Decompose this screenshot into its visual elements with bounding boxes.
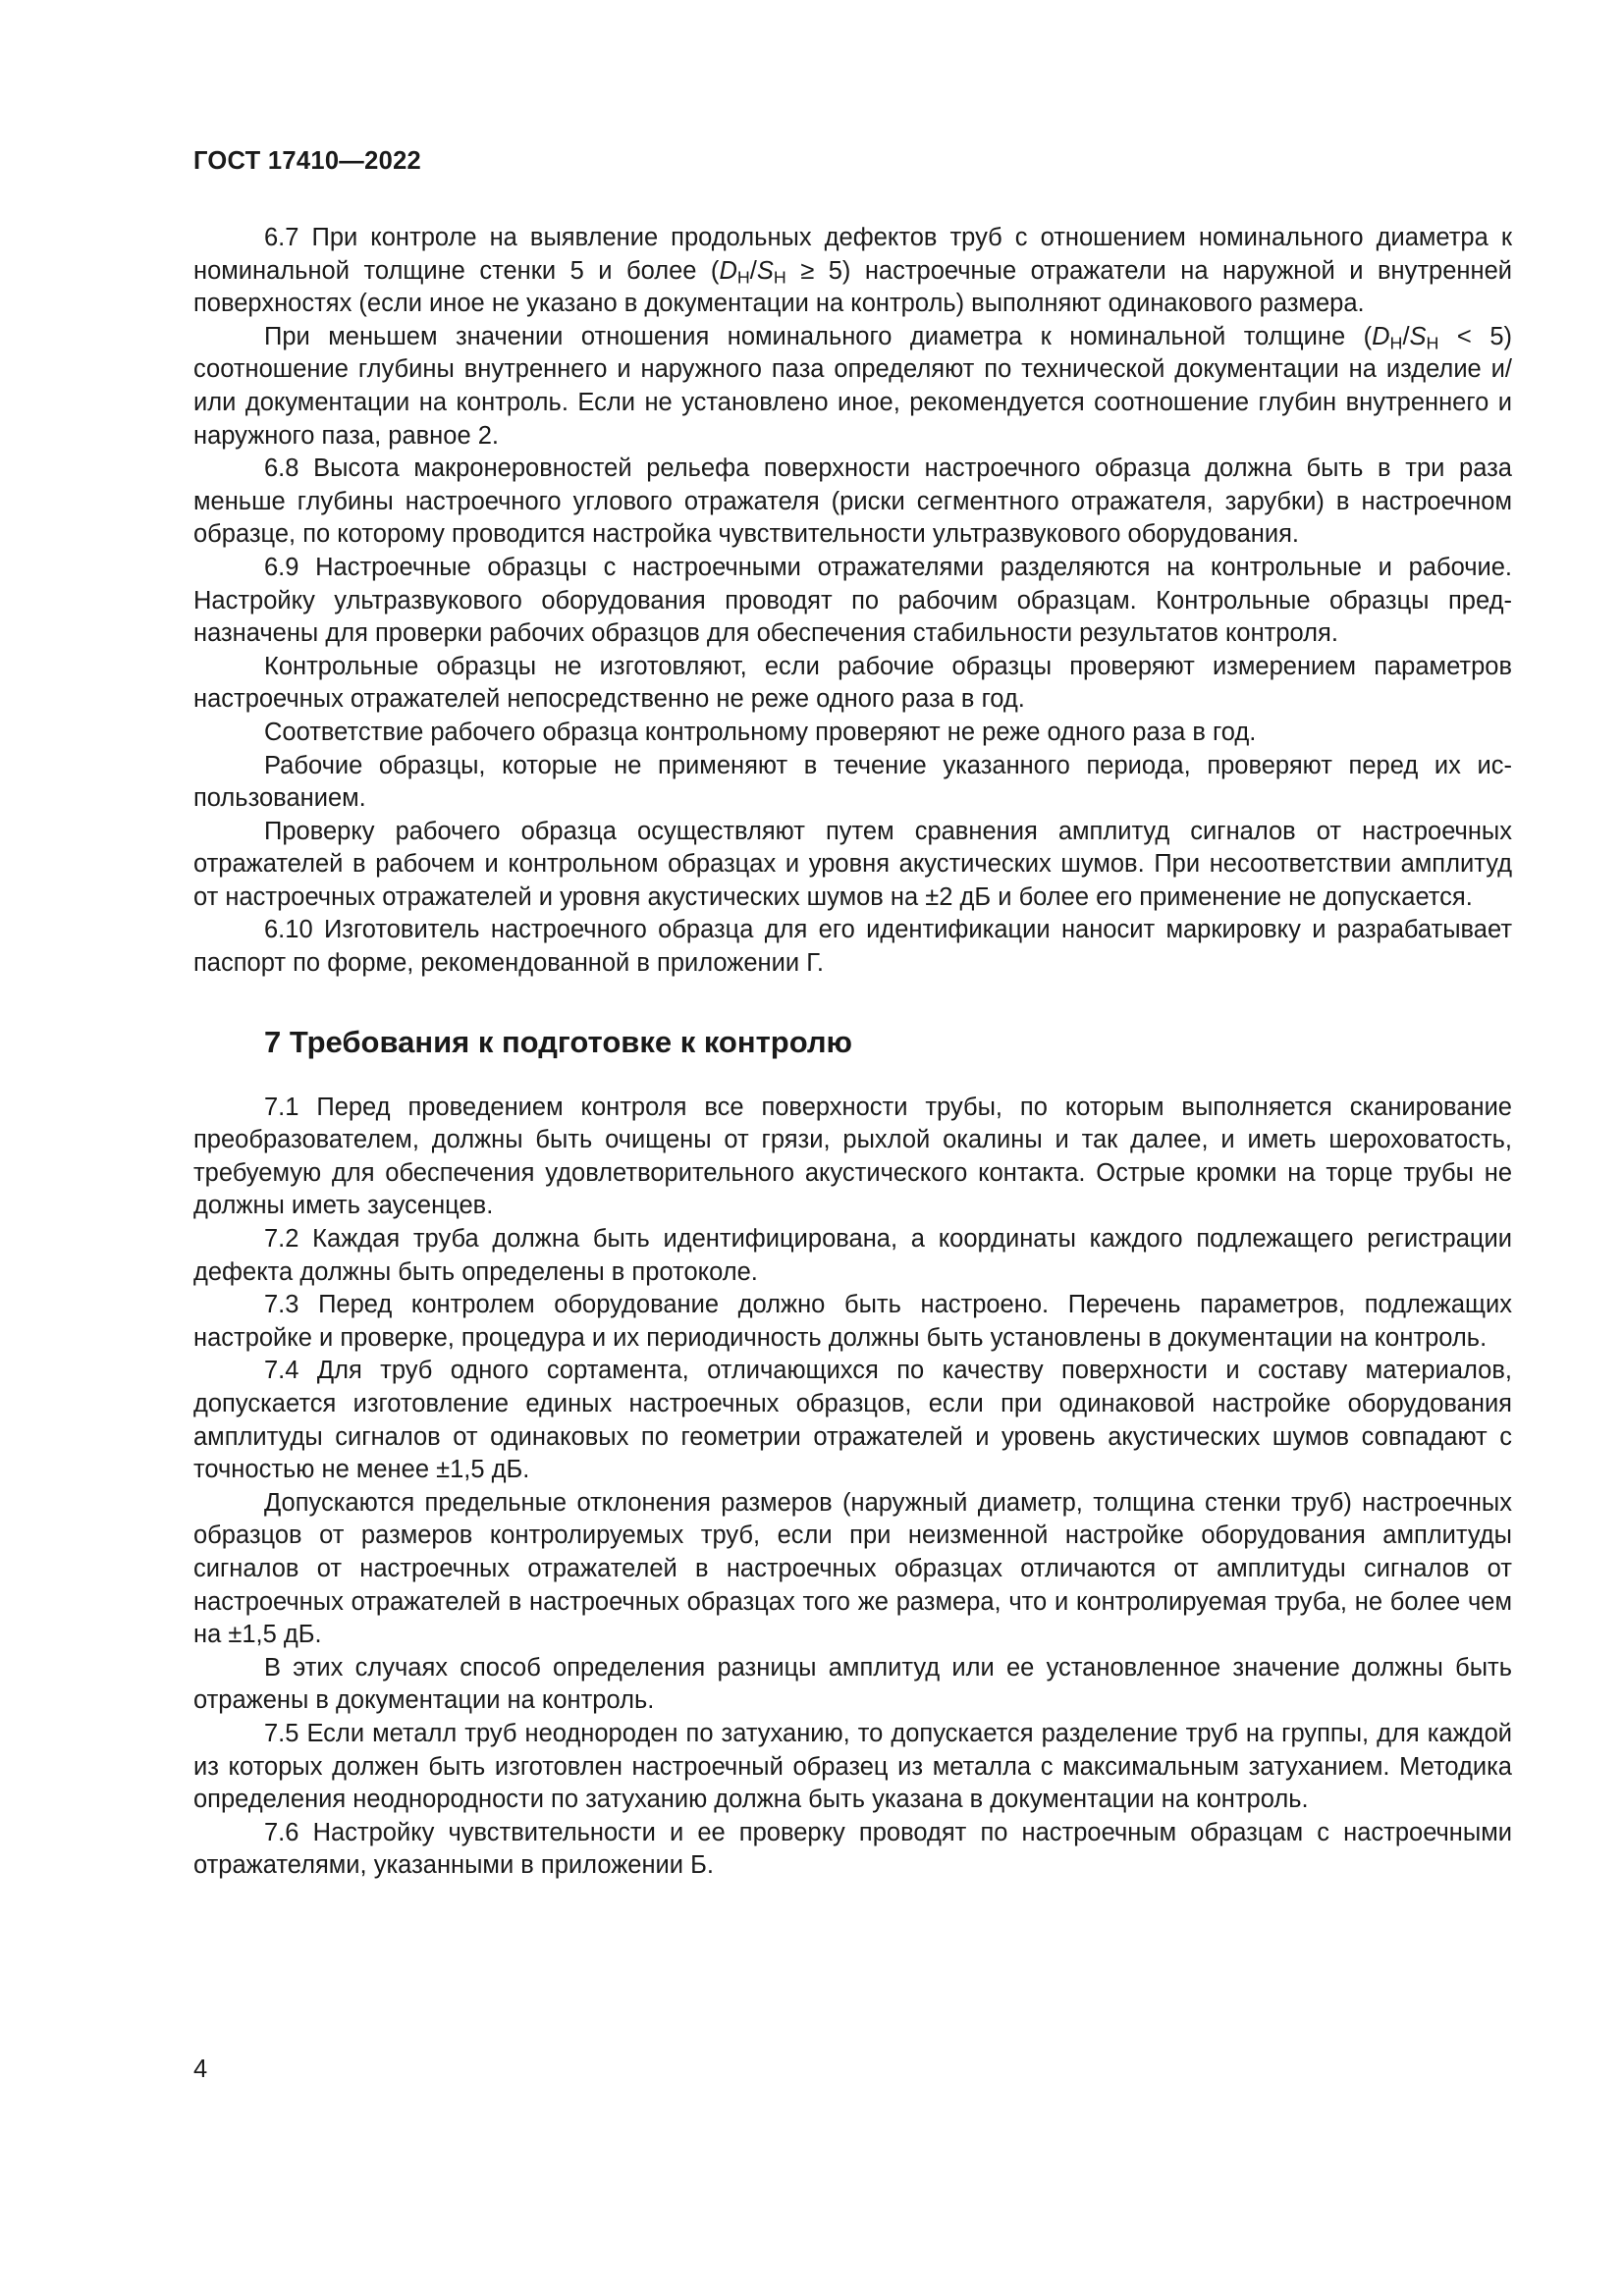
ratio-formula: $D_Н/S_Н$ bbox=[719, 256, 786, 288]
page-number: 4 bbox=[193, 2056, 208, 2083]
paragraph-6-7-continued bbox=[193, 321, 1512, 453]
paragraph-6-9: 6.9 Настроечные образцы с настроечными отражателями разделяются на контрольные и рабочие. Настройку ультразвукового оборудования проводят по рабочим образцам. Контрольные образцы предназначены для проверки рабочих образцов для обеспечения стабильности результатов контроля. bbox=[193, 553, 1512, 648]
paragraph-7-4: 7.4 Для труб одного сортамента, отличающихся по качеству поверхности и составу материалов, допускается изготовление единых настроечных образцов, если при одинаковой настройке оборудования амплитуды сигналов от одинаковых по геометрии отражателей и уровень акустических шумов совпадают с точностью не менее ±1,5 дБ. bbox=[193, 1357, 1512, 1484]
document-body bbox=[193, 222, 1512, 1883]
paragraph-7-4-deviations: Допускаются предельные отклонения размеров (наружный диаметр, толщина стенки труб) настроечных образцов от размеров контролируемых труб, если при неизменной настройке оборудования амплитуды сигналов от настроечных отражателей в настроечных образцах отличаются от амплитуды сигналов от настроечных отражателей в настроечных образцах того же размера, что и контролируемая труба, не более чем на ±1,5 дБ. bbox=[193, 1488, 1512, 1649]
paragraph-6-10: 6.10 Изготовитель настроечного образца для его идентификации наносит маркировку и разрабатывает паспорт по форме, рекомендованной в приложении Г. bbox=[193, 916, 1512, 978]
paragraph-7-1: 7.1 Перед проведением контроля все поверхности трубы, по которым выполняется сканирование преобразователем, должны быть очищены от грязи, рыхлой окалины и так далее, и иметь шероховатость, требуемую для обеспечения удовлетворительного акустического контакта. Острые кромки на торце трубы не должны иметь заусенцев. bbox=[193, 1093, 1512, 1220]
paragraph-7-5: 7.5 Если металл труб неоднороден по затуханию, то допускается разделение труб на группы, для каждой из которых должен быть изготовлен настроечный образец из металла с максимальным затуханием. Методика определения неоднородности по затуханию должна быть указана в документации на контроль. bbox=[193, 1719, 1512, 1814]
paragraph-7-6: 7.6 Настройку чувствительности и ее проверку проводят по настроечным образцам с настроечными отражателями, указанными в приложении Б. bbox=[193, 1818, 1512, 1880]
document-code-header: ГОСТ 17410—2022 bbox=[193, 147, 422, 175]
paragraph-text: При меньшем значении отношения номинального диаметра к номинальной толщине ( bbox=[264, 322, 1373, 350]
paragraph-6-9-conformity: Соответствие рабочего образца контрольному проверяют не реже одного раза в год. bbox=[264, 718, 1257, 746]
paragraph-7-2: 7.2 Каждая труба должна быть идентифицирована, а координаты каждого подлежащего регистрации дефекта должны быть определены в протоколе. bbox=[193, 1225, 1512, 1286]
paragraph-6-9-working-samples: Рабочие образцы, которые не применяют в течение указанного периода, проверяют перед их использованием. bbox=[193, 751, 1512, 813]
paragraph-text: < 5) соотношение глубины внутреннего и наружного паза определяют по технической документации на изделие и/или документации на контроль. Если не установлено иное, рекомендуется соотношение глубин внутреннего и наружного паза, равное 2. bbox=[193, 322, 1512, 450]
paragraph-6-9-verification: Проверку рабочего образца осуществляют путем сравнения амплитуд сигналов от настроечных отражателей в рабочем и контрольном образцах и уровня акустических шумов. При несоответствии амплитуд от настроечных отражателей и уровня акустических шумов на ±2 дБ и более его применение не допускается. bbox=[193, 817, 1512, 911]
paragraph-7-4-documentation: В этих случаях способ определения разницы амплитуд или ее установленное значение должны быть отражены в документации на контроль. bbox=[193, 1653, 1512, 1715]
paragraph-6-7 bbox=[193, 222, 1512, 321]
paragraph-text: ≥ 5) настроечные отражатели на наружной и внутренней поверхностях (если иное не указано в документации на контроль) выполняют одинакового размера. bbox=[193, 256, 1512, 318]
paragraph-6-8: 6.8 Высота макронеровностей рельефа поверхности настроечного образца должна быть в три раза меньше глубины настроечного углового отражателя (риски сегментного отражателя, зарубки) в настроечном образце, по которому проводится настройка чувствительности ультразвукового оборудования. bbox=[193, 454, 1512, 549]
paragraph-7-3: 7.3 Перед контролем оборудование должно быть настроено. Перечень параметров, подлежащих настройке и проверке, процедура и их периодичность должны быть установлены в документации на контроль. bbox=[193, 1291, 1512, 1352]
paragraph-text: 6.7 При контроле на выявление продольных дефектов труб с отношением номинального диаметра к номинальной толщине стенки 5 и более ( bbox=[193, 224, 1512, 285]
paragraph-6-9-control-samples: Контрольные образцы не изготовляют, если рабочие образцы проверяют измерением параметров настроечных отражателей непосредственно не реже одного раза в год. bbox=[193, 652, 1512, 714]
section-7-heading: 7 Требования к подготовке к контролю bbox=[264, 1024, 853, 1059]
ratio-formula: $D_Н/S_Н$ bbox=[1372, 322, 1439, 353]
